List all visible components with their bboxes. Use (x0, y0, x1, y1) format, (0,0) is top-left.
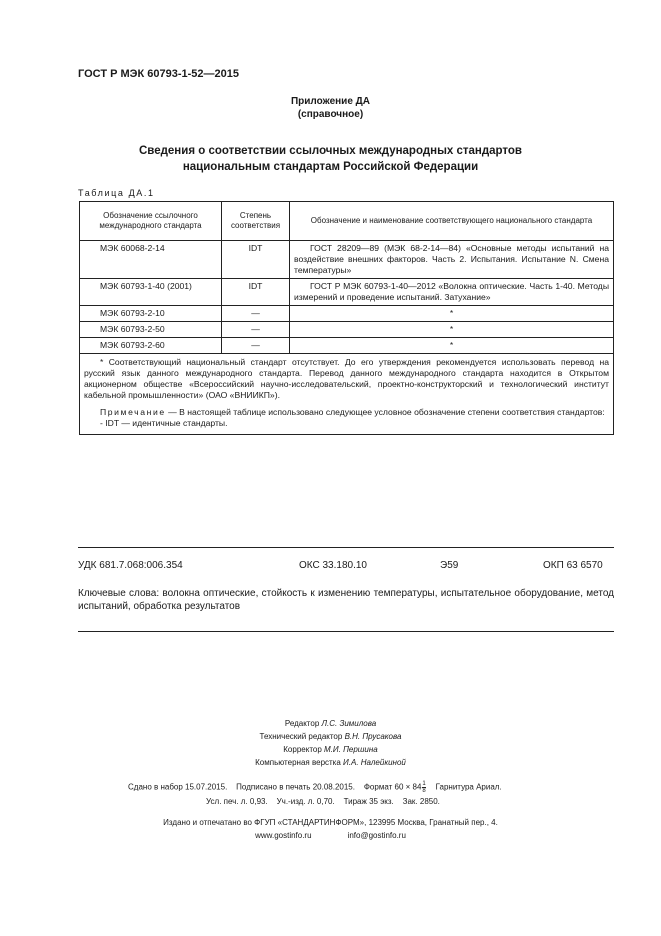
imprint-font: Гарнитура Ариал. (435, 782, 502, 792)
header-national: Обозначение и наименование соответствующего национального стандарта (290, 202, 614, 241)
credit-layout (0, 757, 661, 768)
oks-code: ОКС 33.180.10 (299, 560, 367, 571)
note-label: Примечание (100, 407, 166, 417)
divider-bottom (78, 631, 614, 632)
credit-person: И.А. Налейкиной (343, 758, 406, 767)
website-link[interactable]: www.gostinfo.ru (255, 831, 312, 840)
credit-proofreader (0, 744, 661, 755)
cell-national: ГОСТ Р МЭК 60793-1-40—2012 «Волокна оптические. Часть 1-40. Методы измерений и проведение испытаний. Затухание» (290, 279, 614, 306)
credit-person: В.Н. Прусакова (344, 732, 402, 741)
cell-national: * (290, 338, 614, 354)
annex-subtitle: (справочное) (297, 109, 364, 120)
imprint-line2: Усл. печ. л. 0,93. Уч.-изд. л. 0,70. Тираж 35 экз. Зак. 2850. (206, 797, 440, 806)
cell-ref: МЭК 60793-1-40 (2001) (80, 279, 222, 306)
email-link[interactable]: info@gostinfo.ru (347, 831, 406, 840)
fraction-top: 1 (422, 781, 426, 787)
udk-code: УДК 681.7.068:006.354 (78, 560, 183, 571)
table-footnote-row (80, 354, 614, 435)
cell-ref: МЭК 60793-2-50 (80, 322, 222, 338)
imprint-line1 (128, 781, 502, 794)
cell-degree: — (222, 322, 290, 338)
okp-code: ОКП 63 6570 (543, 560, 603, 571)
credit-role: Редактор (284, 719, 320, 728)
credit-role: Технический редактор (259, 732, 343, 741)
header-degree: Степень соответствия (222, 202, 290, 241)
table-row (80, 279, 614, 306)
cell-degree: — (222, 306, 290, 322)
table-header-row (80, 202, 614, 241)
cell-national: ГОСТ 28209—89 (МЭК 68-2-14—84) «Основные методы испытаний на воздействие внешних факторов. Часть 2. Испытания. Испытание N. Смена температуры» (290, 241, 614, 279)
annex-title: Приложение ДА (290, 96, 371, 107)
cell-national: * (290, 322, 614, 338)
table-caption: Таблица ДА.1 (78, 188, 155, 198)
credit-role: Компьютерная верстка (255, 758, 341, 767)
credit-tech-editor (0, 731, 661, 742)
credit-person: М.И. Першина (324, 745, 378, 754)
document-header: ГОСТ Р МЭК 60793-1-52—2015 (78, 68, 239, 80)
section-title-line1: Сведения о соответствии ссылочных международных стандартов (138, 145, 522, 157)
cell-ref: МЭК 60793-2-60 (80, 338, 222, 354)
cell-degree: — (222, 338, 290, 354)
header-ref: Обозначение ссылочного международного стандарта (80, 202, 222, 241)
imprint-dates: Сдано в набор 15.07.2015. Подписано в печать 20.08.2015. Формат 60 × 84 (128, 782, 422, 792)
note-text: — В настоящей таблице использовано следующее условное обозначение степени соответствия стандартов: (165, 407, 605, 417)
e-code: Э59 (440, 560, 459, 571)
note-item: - IDT — идентичные стандарты. (100, 418, 228, 428)
cell-degree: IDT (222, 241, 290, 279)
publisher-info: Издано и отпечатано во ФГУП «СТАНДАРТИНФОРМ», 123995 Москва, Гранатный пер., 4. (163, 818, 498, 827)
format-fraction (422, 781, 425, 794)
cell-national: * (290, 306, 614, 322)
publisher-contacts (0, 830, 661, 841)
standards-table (79, 201, 614, 435)
table-footnote-cell (80, 354, 614, 435)
fraction-bottom: 8 (422, 788, 426, 794)
credit-role: Корректор (283, 745, 322, 754)
credit-editor (0, 718, 661, 729)
cell-ref: МЭК 60793-2-10 (80, 306, 222, 322)
divider-top (78, 547, 614, 548)
section-title-line2: национальным стандартам Российской Федерации (182, 161, 479, 173)
table-row (80, 306, 614, 322)
credit-person: Л.С. Зимилова (321, 719, 377, 728)
table-footnote: * Соответствующий национальный стандарт отсутствует. До его утверждения рекомендуется использовать перевод на русский язык данного международного стандарта. Перевод данного международного стандарта находится в Открытом акционерном обществе «Всероссийский научно-исследовательский, проектно-конструкторский и технологический институт кабельной промышленности» (ОАО «ВНИИКП»). (84, 357, 609, 400)
table-row (80, 241, 614, 279)
cell-degree: IDT (222, 279, 290, 306)
table-note (84, 407, 609, 418)
table-row (80, 338, 614, 354)
table-row (80, 322, 614, 338)
cell-ref: МЭК 60068-2-14 (80, 241, 222, 279)
keywords: Ключевые слова: волокна оптические, стойкость к изменению температуры, испытательное оборудование, метод испытаний, обработка результатов (78, 588, 614, 612)
